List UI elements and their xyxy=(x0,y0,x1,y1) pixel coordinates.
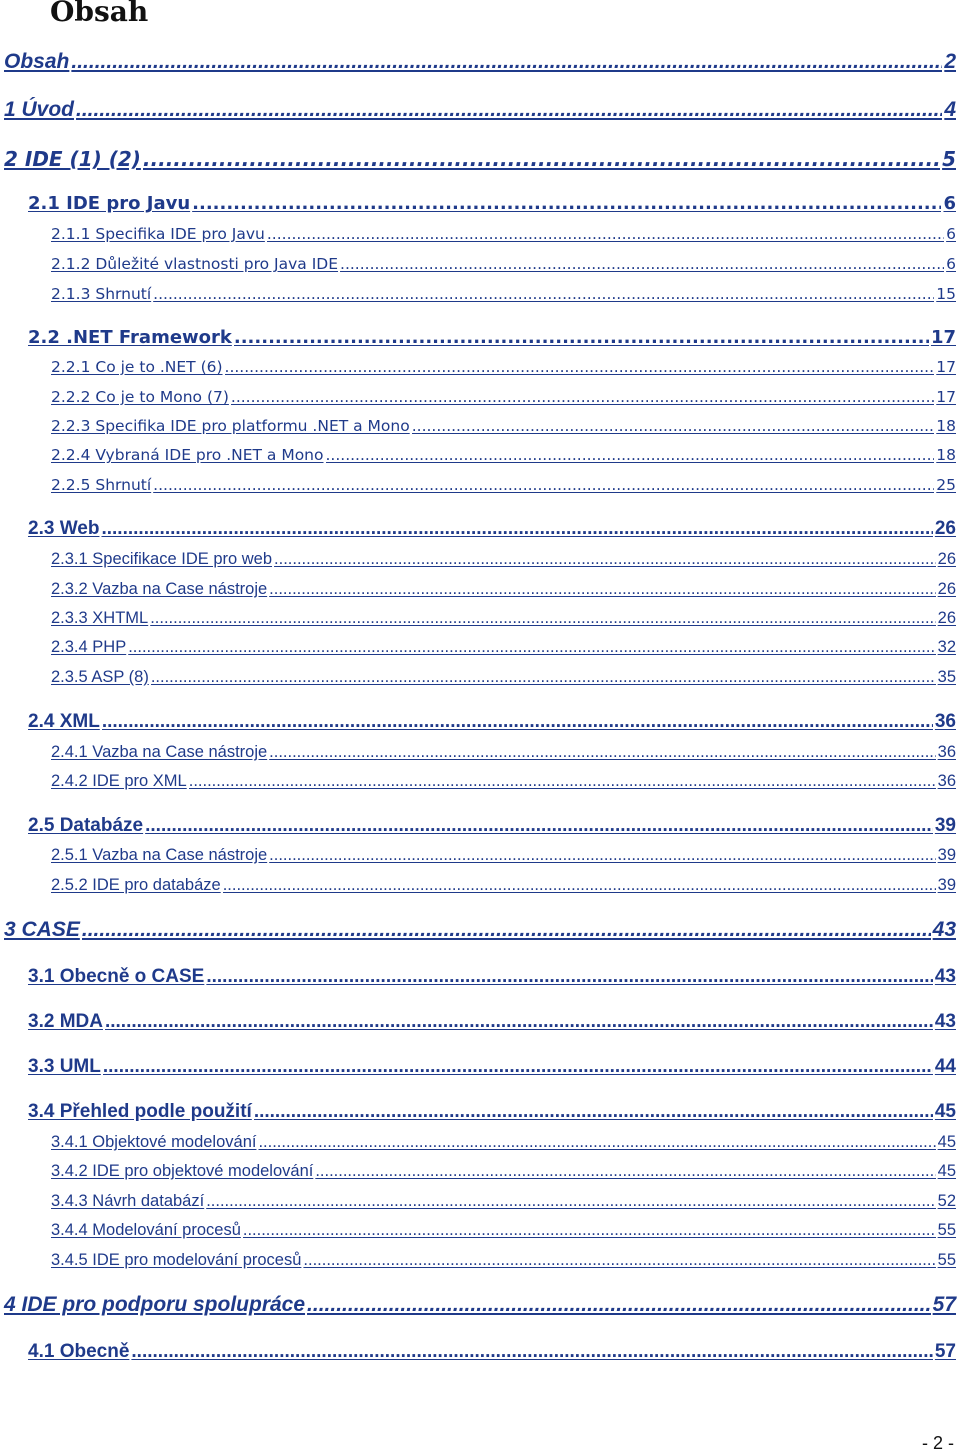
toc-leader xyxy=(153,284,934,305)
toc-entry-2-4[interactable] xyxy=(28,710,956,734)
toc-leader xyxy=(151,667,936,688)
toc-entry-page: 55 xyxy=(937,1221,956,1239)
toc-entry-page: 6 xyxy=(946,225,956,243)
toc-leader xyxy=(307,1292,931,1318)
toc-entry-label: 1 Úvod xyxy=(4,98,75,121)
toc-entry-2-4-2[interactable] xyxy=(51,771,956,792)
toc-leader xyxy=(206,965,933,989)
toc-entry-page: 39 xyxy=(937,876,956,894)
toc-entry-label: Obsah xyxy=(4,50,70,73)
toc-entry-2-2-3[interactable] xyxy=(51,416,956,437)
toc-entry-2-ide[interactable] xyxy=(4,146,956,172)
toc-entry-2-5-2[interactable] xyxy=(51,875,956,896)
toc-entry-page: 32 xyxy=(937,638,956,656)
toc-entry-label: 3.4.3 Návrh databází xyxy=(51,1192,205,1210)
toc-entry-label: 2.3.3 XHTML xyxy=(51,609,149,627)
toc-leader xyxy=(303,1250,935,1271)
toc-leader xyxy=(269,742,935,763)
toc-entry-label: 2.2.2 Co je to Mono (7) xyxy=(51,388,229,406)
toc-leader xyxy=(103,1055,933,1079)
toc-leader xyxy=(269,579,935,600)
toc-leader xyxy=(206,1191,935,1212)
toc-entry-1-uvod[interactable] xyxy=(4,97,956,123)
toc-entry-page: 17 xyxy=(936,358,956,376)
toc-entry-3-4-3[interactable] xyxy=(51,1191,956,1212)
toc-entry-3-4-2[interactable] xyxy=(51,1161,956,1182)
toc-leader xyxy=(105,1010,933,1034)
toc-entry-page: 39 xyxy=(937,846,956,864)
toc-leader xyxy=(143,146,940,172)
toc-leader xyxy=(76,97,942,123)
toc-entry-label: 2.1.3 Shrnutí xyxy=(51,285,152,303)
toc-entry-2-3-4[interactable] xyxy=(51,637,956,658)
toc-entry-label: 2.4.1 Vazba na Case nástroje xyxy=(51,743,268,761)
toc-leader xyxy=(315,1161,935,1182)
toc-entry-page: 25 xyxy=(936,476,956,494)
toc-entry-page: 57 xyxy=(932,1293,956,1316)
toc-entry-page: 57 xyxy=(934,1341,956,1362)
toc-entry-page: 4 xyxy=(944,98,956,121)
toc-entry-2-4-1[interactable] xyxy=(51,742,956,763)
toc-entry-label: 2.4 XML xyxy=(28,711,100,732)
toc-entry-page: 26 xyxy=(937,550,956,568)
toc-entry-label: 2.1.1 Specifika IDE pro Javu xyxy=(51,225,265,243)
toc-leader xyxy=(128,637,935,658)
toc-entry-4-1[interactable] xyxy=(28,1340,956,1364)
toc-entry-label: 2.5.2 IDE pro databáze xyxy=(51,876,221,894)
toc-entry-label: 2.2 .NET Framework xyxy=(28,327,232,348)
toc-entry-2-2-1[interactable] xyxy=(51,357,956,378)
toc-entry-page: 36 xyxy=(937,772,956,790)
toc-entry-label: 2.1 IDE pro Javu xyxy=(28,193,191,214)
toc-entry-label: 2 IDE (1) (2) xyxy=(4,147,141,171)
toc-entry-2-2-2[interactable] xyxy=(51,387,956,408)
toc-entry-page: 43 xyxy=(934,966,956,987)
toc-entry-3-4-5[interactable] xyxy=(51,1250,956,1271)
toc-leader xyxy=(326,445,935,466)
toc-entry-page: 18 xyxy=(936,446,956,464)
toc-entry-label: 3.4 Přehled podle použití xyxy=(28,1101,252,1122)
toc-leader xyxy=(243,1220,936,1241)
toc-entry-page: 26 xyxy=(937,609,956,627)
toc-entry-page: 55 xyxy=(937,1251,956,1269)
page-number-footer: - 2 - xyxy=(921,1433,954,1453)
toc-entry-page: 45 xyxy=(934,1101,956,1122)
toc-entry-3-1[interactable] xyxy=(28,965,956,989)
toc-leader xyxy=(223,875,936,896)
toc-leader xyxy=(192,192,941,216)
toc-leader xyxy=(340,254,944,275)
toc-entry-label: 3.2 MDA xyxy=(28,1011,103,1032)
toc-entry-label: 3.4.2 IDE pro objektové modelování xyxy=(51,1162,314,1180)
toc-leader xyxy=(189,771,936,792)
toc-entry-label: 2.3.2 Vazba na Case nástroje xyxy=(51,580,268,598)
toc-entry-page: 52 xyxy=(937,1192,956,1210)
toc-entry-2-1-1[interactable] xyxy=(51,224,956,245)
toc-entry-label: 2.2.5 Shrnutí xyxy=(51,476,152,494)
toc-entry-label: 3.1 Obecně o CASE xyxy=(28,966,205,987)
toc-entry-2-1-3[interactable] xyxy=(51,284,956,305)
toc-entry-2-1-2[interactable] xyxy=(51,254,956,275)
toc-entry-page: 6 xyxy=(943,193,956,214)
toc-entry-page: 39 xyxy=(934,815,956,836)
toc-entry-label: 3.4.5 IDE pro modelování procesů xyxy=(51,1251,302,1269)
toc-entry-label: 4 IDE pro podporu spolupráce xyxy=(4,1293,306,1316)
toc-entry-page: 26 xyxy=(937,580,956,598)
toc-entry-page: 6 xyxy=(946,255,956,273)
toc-entry-label: 2.1.2 Důležité vlastnosti pro Java IDE xyxy=(51,255,339,273)
toc-leader xyxy=(258,1132,935,1153)
toc-entry-label: 2.3.4 PHP xyxy=(51,638,127,656)
toc-entry-label: 2.5 Databáze xyxy=(28,815,144,836)
toc-leader xyxy=(267,224,944,245)
toc-entry-2-3-1[interactable] xyxy=(51,549,956,570)
toc-leader xyxy=(412,416,935,437)
toc-entry-label: 3.4.4 Modelování procesů xyxy=(51,1221,241,1239)
toc-entry-label: 2.2.4 Vybraná IDE pro .NET a Mono xyxy=(51,446,324,464)
toc-entry-label: 2.3.5 ASP (8) xyxy=(51,668,149,686)
toc-entry-page: 18 xyxy=(936,417,956,435)
toc-entry-2-1[interactable] xyxy=(28,192,956,216)
toc-entry-3-4-1[interactable] xyxy=(51,1132,956,1153)
toc-entry-obsah[interactable] xyxy=(4,49,956,75)
toc-entry-2-3-5[interactable] xyxy=(51,667,956,688)
toc-leader xyxy=(231,387,934,408)
toc-entry-label: 2.2.3 Specifika IDE pro platformu .NET a Mono xyxy=(51,417,410,435)
toc-entry-page: 45 xyxy=(937,1133,956,1151)
toc-leader xyxy=(274,549,936,570)
toc-entry-3-2[interactable] xyxy=(28,1010,956,1034)
toc-leader xyxy=(153,475,934,496)
toc-entry-3-4[interactable] xyxy=(28,1100,956,1124)
toc-leader xyxy=(234,326,929,350)
toc-leader xyxy=(82,917,931,943)
toc-entry-page: 45 xyxy=(937,1162,956,1180)
toc-entry-page: 2 xyxy=(944,50,956,73)
toc-entry-2-3-2[interactable] xyxy=(51,579,956,600)
toc-entry-3-4-4[interactable] xyxy=(51,1220,956,1241)
toc-entry-2-3-3[interactable] xyxy=(51,608,956,629)
toc-entry-label: 2.5.1 Vazba na Case nástroje xyxy=(51,846,268,864)
toc-entry-page: 15 xyxy=(936,285,956,303)
toc-entry-2-2-4[interactable] xyxy=(51,445,956,466)
toc-entry-4-ide-spoluprace[interactable] xyxy=(4,1292,956,1318)
toc-entry-page: 43 xyxy=(932,918,956,941)
toc-entry-label: 2.3.1 Specifikace IDE pro web xyxy=(51,550,273,568)
toc-entry-page: 36 xyxy=(937,743,956,761)
toc-entry-label: 3.3 UML xyxy=(28,1056,101,1077)
toc-leader xyxy=(71,49,942,75)
toc-leader xyxy=(150,608,935,629)
toc-leader xyxy=(225,357,935,378)
toc-entry-label: 3.4.1 Objektové modelování xyxy=(51,1133,257,1151)
toc-entry-page: 17 xyxy=(930,327,956,348)
toc-leader xyxy=(254,1100,933,1124)
toc-entry-page: 26 xyxy=(934,518,956,539)
toc-entry-3-3[interactable] xyxy=(28,1055,956,1079)
toc-entry-page: 44 xyxy=(934,1056,956,1077)
toc-entry-page: 5 xyxy=(942,147,956,171)
toc-entry-label: 2.3 Web xyxy=(28,518,100,539)
toc-entry-2-2-5[interactable] xyxy=(51,475,956,496)
toc-entry-2-3[interactable] xyxy=(28,517,956,541)
page-title: Obsah xyxy=(50,0,149,28)
toc-leader xyxy=(101,517,932,541)
toc-entry-3-case[interactable] xyxy=(4,917,956,943)
toc-leader xyxy=(269,845,935,866)
toc-entry-label: 2.2.1 Co je to .NET (6) xyxy=(51,358,223,376)
toc-entry-2-5-1[interactable] xyxy=(51,845,956,866)
toc-entry-label: 3 CASE xyxy=(4,918,80,941)
toc-entry-page: 35 xyxy=(937,668,956,686)
toc-entry-label: 4.1 Obecně xyxy=(28,1341,130,1362)
toc-leader xyxy=(102,710,933,734)
toc-entry-label: 2.4.2 IDE pro XML xyxy=(51,772,187,790)
toc-entry-page: 43 xyxy=(934,1011,956,1032)
toc-leader xyxy=(131,1340,932,1364)
toc-entry-2-2[interactable] xyxy=(28,326,956,350)
toc-leader xyxy=(145,814,933,838)
toc-entry-2-5[interactable] xyxy=(28,814,956,838)
toc-entry-page: 36 xyxy=(934,711,956,732)
toc-entry-page: 17 xyxy=(936,388,956,406)
